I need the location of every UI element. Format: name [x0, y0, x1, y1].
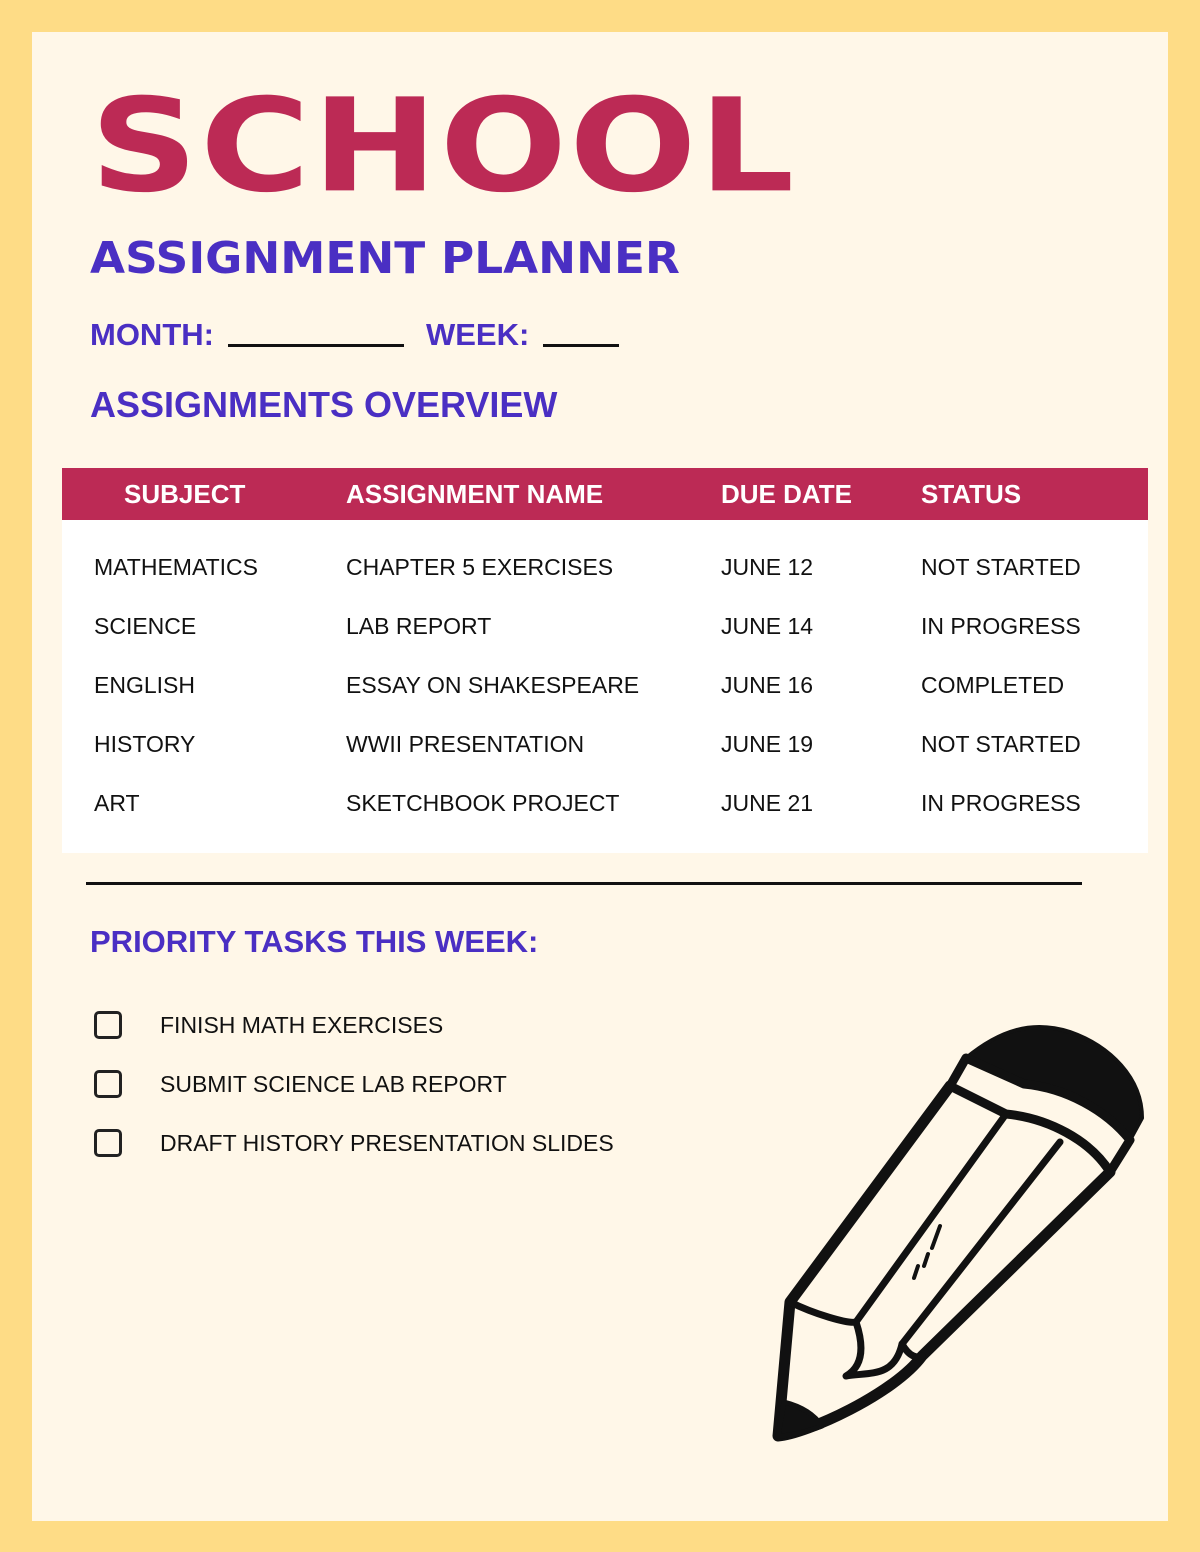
task-item: [94, 1066, 507, 1102]
column-header-due-date: DUE DATE: [721, 479, 852, 509]
cell-status: IN PROGRESS: [921, 790, 1081, 816]
cell-subject: SCIENCE: [94, 613, 197, 639]
task-label: FINISH MATH EXERCISES: [160, 1011, 444, 1038]
table-row: [62, 605, 1148, 645]
column-header-assignment-name: ASSIGNMENT NAME: [346, 479, 604, 509]
month-week-fields: [90, 312, 619, 358]
month-blank-line[interactable]: [228, 324, 404, 347]
cell-status: COMPLETED: [921, 672, 1065, 698]
overview-title: ASSIGNMENTS OVERVIEW: [90, 384, 558, 425]
task-label: DRAFT HISTORY PRESENTATION SLIDES: [160, 1129, 614, 1156]
cell-due-date: JUNE 14: [721, 613, 814, 639]
cell-assignment-name: ESSAY ON SHAKESPEARE: [346, 672, 640, 698]
week-blank-line[interactable]: [543, 324, 619, 347]
cell-assignment-name: LAB REPORT: [346, 613, 492, 639]
cell-status: IN PROGRESS: [921, 613, 1081, 639]
pencil-icon: [770, 1022, 1150, 1497]
cell-due-date: JUNE 12: [721, 554, 814, 580]
cell-due-date: JUNE 19: [721, 731, 814, 757]
cell-assignment-name: CHAPTER 5 EXERCISES: [346, 554, 614, 580]
cell-due-date: JUNE 21: [721, 790, 814, 816]
priority-title: PRIORITY TASKS THIS WEEK:: [90, 924, 539, 959]
task-checkbox[interactable]: [94, 1129, 122, 1157]
page-title: SCHOOL: [90, 71, 797, 222]
task-label: SUBMIT SCIENCE LAB REPORT: [160, 1070, 507, 1097]
table-row: [62, 782, 1148, 822]
task-item: [94, 1125, 614, 1161]
table-row: [62, 546, 1148, 586]
planner-page: [32, 32, 1168, 1521]
task-checkbox[interactable]: [94, 1070, 122, 1098]
page-subtitle: ASSIGNMENT PLANNER: [90, 233, 680, 284]
cell-due-date: JUNE 16: [721, 672, 814, 698]
column-header-subject: SUBJECT: [124, 479, 246, 509]
cell-status: NOT STARTED: [921, 554, 1081, 580]
cell-subject: MATHEMATICS: [94, 554, 258, 580]
section-divider: [86, 882, 1082, 885]
task-checkbox[interactable]: [94, 1011, 122, 1039]
cell-subject: ART: [94, 790, 140, 816]
column-header-status: STATUS: [921, 479, 1022, 509]
table-header: [62, 468, 1148, 520]
table-row: [62, 723, 1148, 763]
week-label: WEEK:: [425, 317, 530, 352]
cell-assignment-name: SKETCHBOOK PROJECT: [346, 790, 620, 816]
cell-assignment-name: WWII PRESENTATION: [346, 731, 585, 757]
cell-status: NOT STARTED: [921, 731, 1081, 757]
table-row: [62, 664, 1148, 704]
cell-subject: HISTORY: [94, 731, 196, 757]
cell-subject: ENGLISH: [94, 672, 195, 698]
task-item: [94, 1007, 443, 1043]
month-label: MONTH:: [90, 317, 214, 352]
assignments-table: [62, 468, 1148, 853]
